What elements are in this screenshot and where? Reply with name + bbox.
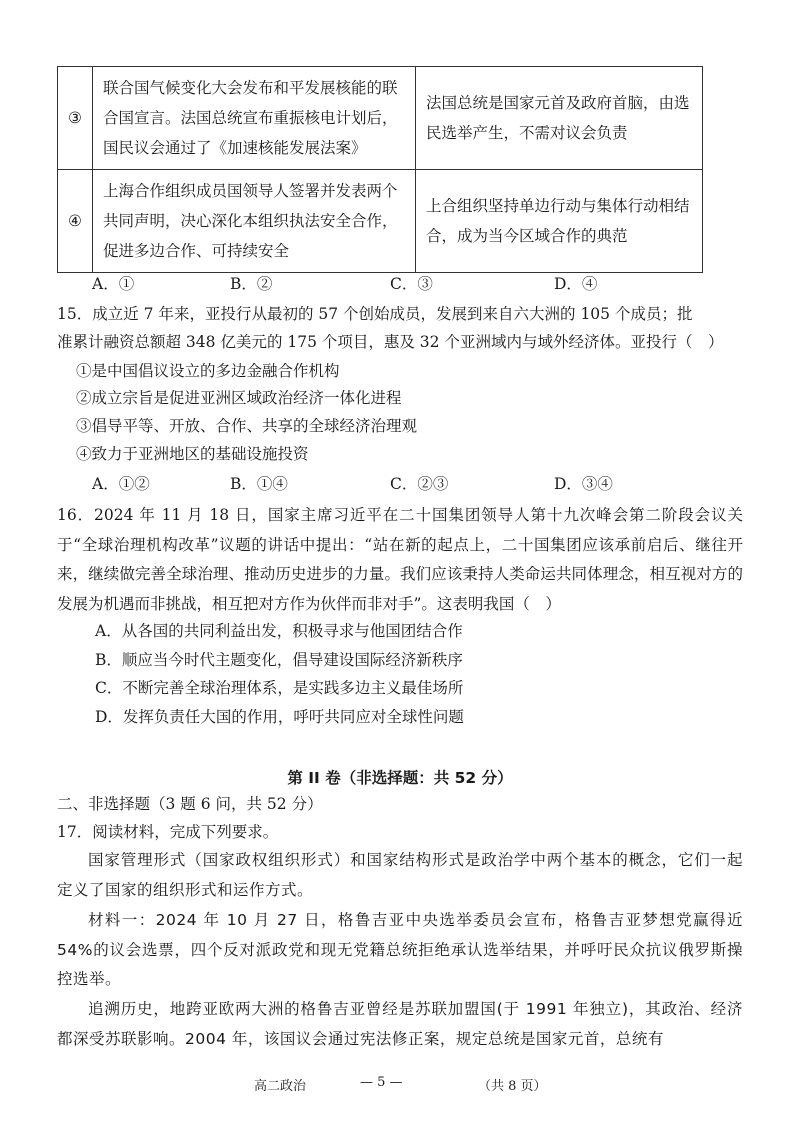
q15-item-3: ③倡导平等、开放、合作、共享的全球经济治理观: [76, 417, 418, 435]
q15-item-1: ①是中国倡议设立的多边金融合作机构: [76, 362, 340, 380]
q16-option-b[interactable]: B．顺应当今时代主题变化，倡导建设国际经济新秩序: [95, 651, 463, 669]
table-row: [58, 67, 703, 170]
choice-d[interactable]: D．④: [554, 275, 598, 293]
q15-choices: [92, 470, 712, 498]
footer-total-pages: （共 8 页）: [478, 1079, 547, 1094]
row-left-cell: 上海合作组织成员国领导人签署并发表两个共同声明，决心深化本组织执法安全合作，促进多边合作、可持续安全: [93, 170, 416, 273]
choice-b[interactable]: B．①④: [230, 475, 288, 493]
q15-stem-line2: 准累计融资总额超 348 亿美元的 175 个项目，惠及 32 个亚洲域内与域外经济体。亚投行（ ）: [57, 333, 724, 351]
footer-page-number: — 5 —: [360, 1075, 403, 1090]
q16-option-d[interactable]: D．发挥负责任大国的作用，呼吁共同应对全球性问题: [95, 708, 464, 726]
choice-d[interactable]: D．③④: [554, 475, 613, 493]
choice-a[interactable]: A．①: [92, 275, 135, 293]
row-number: ④: [58, 170, 93, 273]
q16-stem: 16．2024 年 11 月 18 日，国家主席习近平在二十国集团领导人第十九次峰会第二阶段会议关于“全球治理机构改革”议题的讲话中提出：“站在新的起点上，二十国集团应该承前启后、继往开来，继续做完善全球治理、推动历史进步的力量。我们应该秉持人类命运共同体理念，相互视对方的发展为机遇而非挑战，相互把对方作为伙伴而非对手”。这表明我国（ ）: [57, 506, 743, 613]
q16-option-a[interactable]: A．从各国的共同利益出发，积极寻求与他国团结合作: [95, 622, 463, 640]
row-number: ③: [58, 67, 93, 170]
row-left-cell: 联合国气候变化大会发布和平发展核能的联合国宣言。法国总统宣布重振核电计划后，国民议会通过了《加速核能发展法案》: [93, 67, 416, 170]
q17-history: 追溯历史，地跨亚欧两大洲的格鲁吉亚曾经是苏联加盟国(于 1991 年独立)，其政治、经济都深受苏联影响。2004 年，该国议会通过宪法修正案，规定总统是国家元首，总统有: [57, 1000, 743, 1048]
choice-c[interactable]: C．②③: [390, 475, 449, 493]
choice-a[interactable]: A．①②: [92, 475, 150, 493]
choice-b[interactable]: B．②: [230, 275, 273, 293]
footer-subject: 高二政治: [254, 1079, 307, 1094]
q14-choices: [92, 270, 712, 298]
q16-option-c[interactable]: C．不断完善全球治理体系，是实践多边主义最佳场所: [95, 679, 464, 697]
q17-material1: 材料一：2024 年 10 月 27 日，格鲁吉亚中央选举委员会宣布，格鲁吉亚梦想党赢得近 54%的议会选票，四个反对派政党和现无党籍总统拒绝承认选举结果，并呼吁民众抗议俄罗斯操控选举。: [57, 911, 743, 988]
q17-header: 17．阅读材料，完成下列要求。: [57, 823, 279, 841]
section-title: 第 II 卷（非选择题：共 52 分）: [287, 769, 513, 787]
q15-item-4: ④致力于亚洲地区的基础设施投资: [76, 445, 309, 463]
q17-intro: 国家管理形式（国家政权组织形式）和国家结构形式是政治学中两个基本的概念，它们一起定义了国家的组织形式和运作方式。: [57, 851, 743, 899]
part-two-heading: 二、非选择题（3 题 6 问，共 52 分）: [57, 795, 323, 813]
q15-item-2: ②成立宗旨是促进亚洲区域政治经济一体化进程: [76, 389, 402, 407]
row-right-cell: 上合组织坚持单边行动与集体行动相结合，成为当今区域合作的典范: [416, 170, 703, 273]
options-table: [57, 66, 703, 273]
row-right-cell: 法国总统是国家元首及政府首脑，由选民选举产生，不需对议会负责: [416, 67, 703, 170]
q15-stem-line1: 15．成立近 7 年来，亚投行从最初的 57 个创始成员，发展到来自六大洲的 105 个成员；批: [57, 305, 693, 323]
table-row: [58, 170, 703, 273]
choice-c[interactable]: C．③: [390, 275, 433, 293]
